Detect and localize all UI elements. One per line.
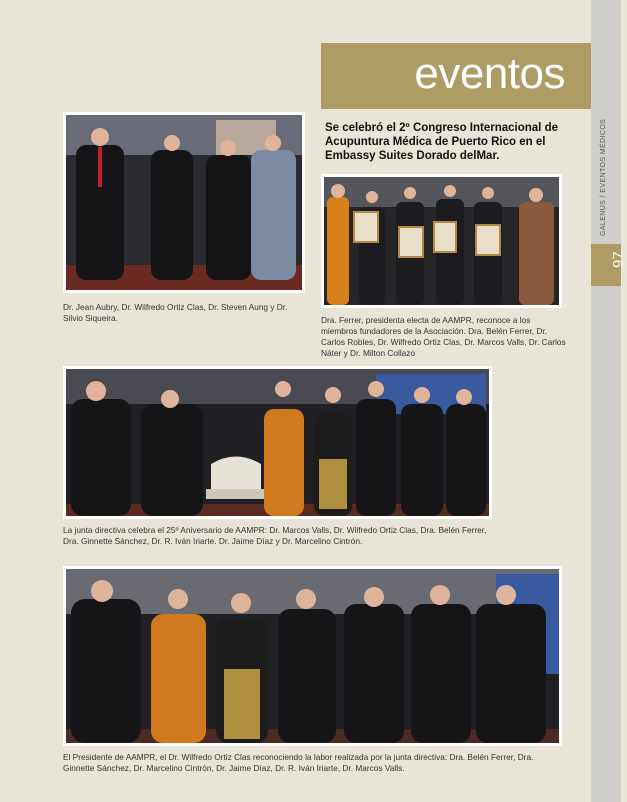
- section-title: eventos: [414, 49, 565, 98]
- section-banner: [321, 43, 591, 109]
- photo-2: [321, 174, 562, 308]
- page-number: 97: [610, 251, 627, 268]
- photo-1: [63, 112, 305, 293]
- photo-2-image: [324, 177, 559, 305]
- photo-2-caption: Dra. Ferrer, presidenta electa de AAMPR, reconoce a los miembros fundadores de la Asociación. Dra. Belén Ferrer, Dr. Carlos Robles, Dr. Wilfredo Ortiz Clas, Dr. Marcos Valls, Dr. Carlos Náter y Dr. Milton Collazo: [321, 315, 566, 358]
- photo-4-image: [66, 569, 559, 743]
- sidebar-section-label: GALENUS / EVENTOS MÉDICOS: [600, 118, 607, 236]
- photo-1-caption: Dr. Jean Aubry, Dr. Wilfredo Ortiz Clas, Dr. Steven Aung y Dr. Silvio Siqueira.: [63, 302, 288, 323]
- photo-3: [63, 366, 492, 519]
- photo-3-image: [66, 369, 489, 516]
- photo-1-image: [66, 115, 302, 290]
- photo-4-caption: El Presidente de AAMPR, el Dr. Wilfredo Ortiz Clas reconociendo la labor realizada por la junta directiva: Dra. Belén Ferrer, Dra. Ginnette Sánchez, Dr. Marcelino Cintrón, Dr. Jaime Díaz, Dr. R. Iván Iriarte, Dr. Marcos Valls.: [63, 752, 534, 773]
- article-headline: Se celebró el 2º Congreso Internacional de Acupuntura Médica de Puerto Rico en el Embassy Suites Dorado delMar.: [325, 122, 558, 162]
- photo-4: [63, 566, 562, 746]
- photo-3-caption: La junta directiva celebra el 25º Aniversario de AAMPR: Dr. Marcos Valls, Dr. Wilfredo Ortiz Clas, Dra. Belén Ferrer, Dra. Ginnette Sánchez, Dr. R. Iván Iriarte. Dr. Jaime Díaz y Dr. Marcelino Cintrón.: [63, 525, 487, 546]
